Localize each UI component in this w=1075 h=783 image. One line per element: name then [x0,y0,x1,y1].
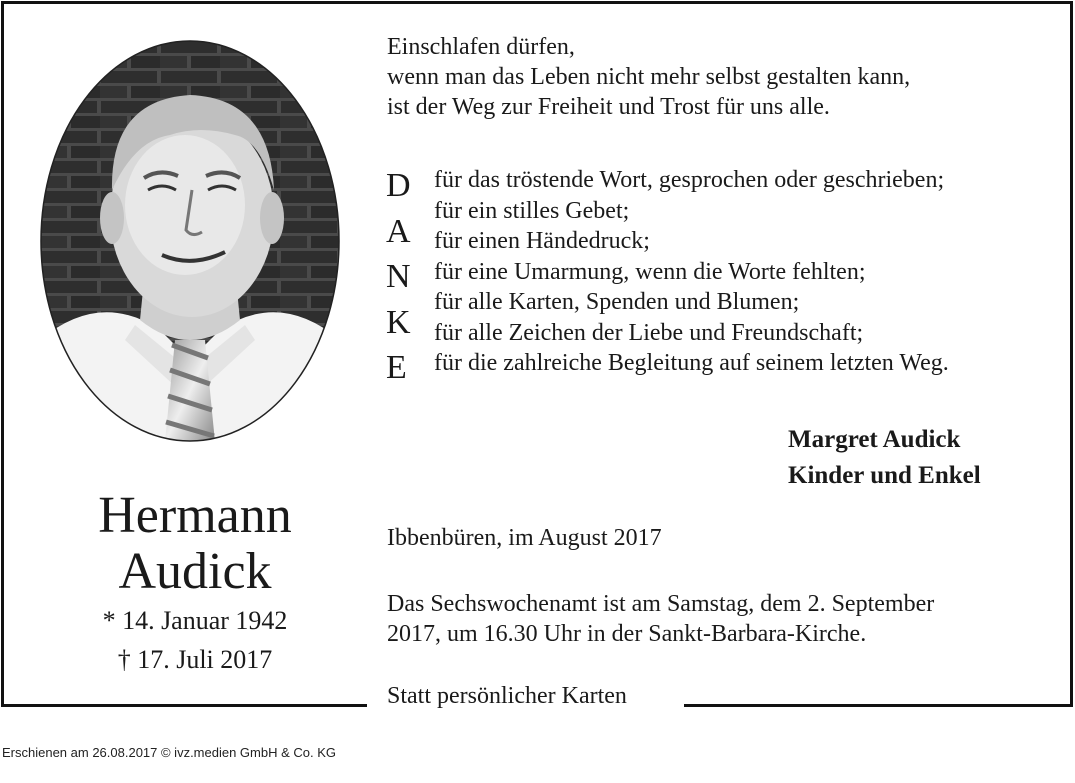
instead-of-cards-note: Statt persönlicher Karten [387,683,627,709]
thanks-line: für alle Zeichen der Liebe und Freundschaft; [434,319,864,346]
deceased-last-name: Audick [118,543,272,600]
frame-border-bottom-right [684,704,1073,707]
danke-letter: E [386,349,407,386]
thanks-line: für ein stilles Gebet; [434,197,630,224]
danke-letter: A [386,212,411,250]
thanks-line: für das tröstende Wort, gesprochen oder geschrieben; [434,167,945,193]
danke-acrostic [386,163,426,391]
signature-name: Margret Audick [788,426,961,453]
thanks-line: für alle Karten, Spenden und Blumen; [434,289,800,315]
thanks-line: für eine Umarmung, wenn die Worte fehlten; [434,258,866,285]
poem-line: wenn man das Leben nicht mehr selbst gestalten kann, [387,64,911,90]
service-line: Das Sechswochenamt ist am Samstag, dem 2. September [387,591,935,617]
service-line: 2017, um 16.30 Uhr in der Sankt-Barbara-Kirche. [387,621,867,647]
thanks-list [434,165,949,379]
poem-line: Einschlafen dürfen, [387,34,575,60]
thanks-line: für einen Händedruck; [434,228,650,254]
frame-border-right [1070,1,1073,707]
poem-line: ist der Weg zur Freiheit und Trost für uns alle. [387,94,830,120]
service-announcement [387,589,934,649]
frame-border-top [1,1,1073,4]
danke-letter: N [386,258,411,295]
danke-letter: K [386,303,411,341]
death-date: † 17. Juli 2017 [117,645,273,674]
danke-letter: D [386,167,411,204]
portrait-photo [40,40,340,442]
poem [387,32,910,122]
deceased-first-name: Hermann [98,487,292,544]
frame-border-bottom-left [1,704,367,707]
birth-date: * 14. Januar 1942 [102,606,288,635]
publication-footer: Erschienen am 26.08.2017 © ivz.medien GmbH & Co. KG [2,745,337,760]
signature-family: Kinder und Enkel [788,462,981,489]
place-date: Ibbenbüren, im August 2017 [387,525,662,551]
frame-border-left [1,1,4,707]
thanks-line: für die zahlreiche Begleitung auf seinem letzten Weg. [434,350,949,376]
